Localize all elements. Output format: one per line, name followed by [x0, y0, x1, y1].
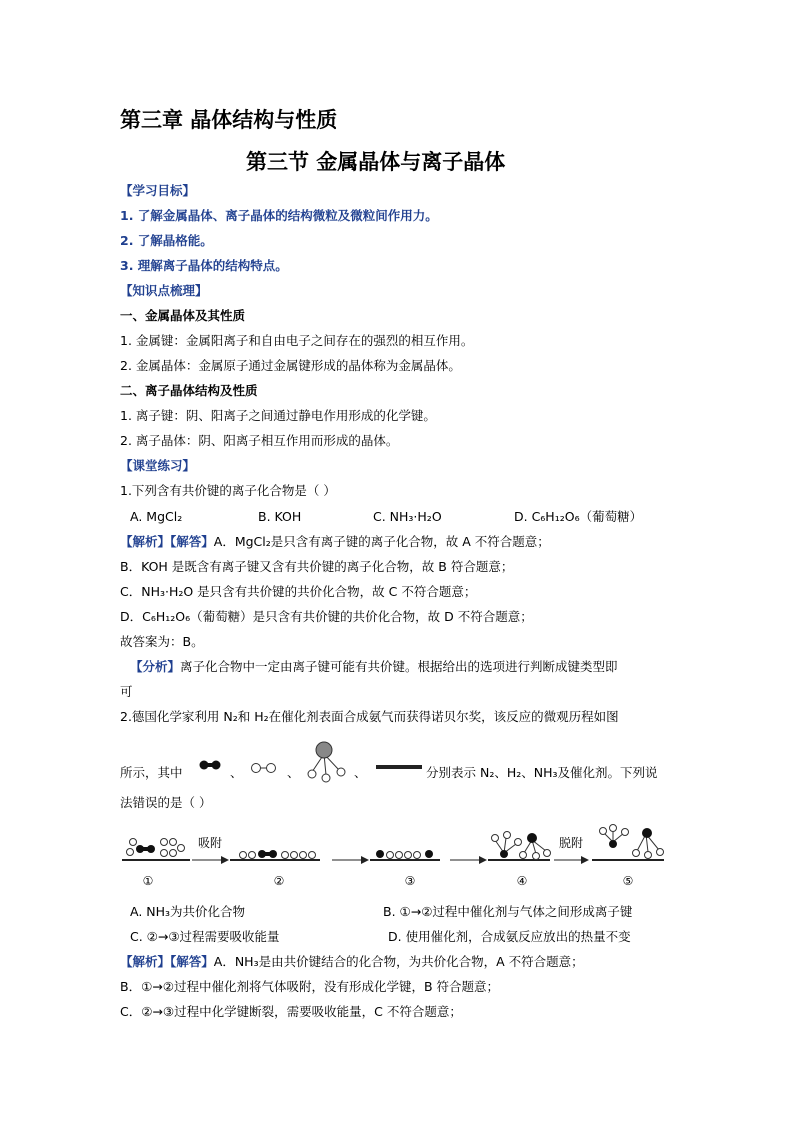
stage-4	[488, 832, 551, 861]
step-label: ⑤	[622, 874, 634, 888]
q1-option-d: D. C₆H₁₂O₆（葡萄糖）	[514, 509, 643, 524]
analysis-label: 【解析】【解答】	[120, 954, 214, 969]
analysis-label: 【解析】【解答】	[120, 534, 214, 549]
q2-analysis-line: B．①→②过程中催化剂将气体吸附，没有形成化学键，B 符合题意；	[120, 979, 500, 994]
q1-answer: 故答案为：B。	[120, 634, 204, 649]
chapter-title: 第三章 晶体结构与性质	[120, 107, 338, 132]
q2-option-b: B. ①→②过程中催化剂与气体之间形成离子键	[383, 904, 633, 919]
knowledge-section-title: 二、离子晶体结构及性质	[120, 383, 258, 398]
q2-analysis-line: 【解析】【解答】A．NH₃是由共价键结合的化合物，为共价化合物，A 不符合题意；	[120, 954, 584, 969]
step-label: ③	[404, 874, 416, 888]
stage-1	[122, 839, 190, 861]
step-label: ②	[273, 874, 285, 888]
question-2-stem: 分别表示 N₂、H₂、NH₃及催化剂。下列说	[426, 765, 658, 780]
q1-analysis-line: B．KOH 是既含有离子键又含有共价键的离子化合物，故 B 符合题意；	[120, 559, 514, 574]
legend-separator: 、	[354, 765, 367, 780]
q2-option-d: D. 使用催化剂，合成氨反应放出的热量不变	[388, 929, 631, 944]
adsorb-label: 吸附	[197, 836, 223, 850]
q1-fenxi-line: 可	[120, 684, 133, 699]
reaction-process-diagram	[118, 822, 678, 894]
goal-item: 2. 了解晶格能。	[120, 233, 213, 248]
q2-option-c: C. ②→③过程需要吸收能量	[130, 929, 280, 944]
knowledge-section-title: 一、金属晶体及其性质	[120, 308, 246, 323]
knowledge-item: 1. 离子键：阴、阳离子之间通过静电作用形成的化学键。	[120, 408, 436, 423]
goals-header: 【学习目标】	[120, 183, 196, 198]
knowledge-item: 2. 离子晶体：阴、阳离子相互作用而形成的晶体。	[120, 433, 399, 448]
step-label: ④	[516, 874, 528, 888]
q1-option-b: B. KOH	[258, 509, 302, 524]
question-2-stem: 所示，其中	[120, 765, 183, 780]
question-2-stem: 法错误的是（ ）	[120, 795, 212, 810]
stage-3	[370, 850, 440, 860]
q1-analysis-line: D．C₆H₁₂O₆（葡萄糖）是只含有共价键的共价化合物，故 D 不符合题意；	[120, 609, 533, 624]
goal-item: 1. 了解金属晶体、离子晶体的结构微粒及微粒间作用力。	[120, 208, 438, 223]
q1-option-a: A. MgCl₂	[130, 509, 183, 524]
knowledge-header: 【知识点梳理】	[120, 283, 208, 298]
q1-analysis-line: 【解析】【解答】A．MgCl₂是只含有离子键的离子化合物，故 A 不符合题意；	[120, 534, 550, 549]
q2-option-a: A. NH₃为共价化合物	[130, 904, 246, 919]
stage-2	[230, 850, 320, 860]
q2-analysis-line: C．②→③过程中化学键断裂，需要吸收能量，C 不符合题意；	[120, 1004, 462, 1019]
goal-item: 3. 理解离子晶体的结构特点。	[120, 258, 288, 273]
question-2-stem: 2.德国化学家利用 N₂和 H₂在催化剂表面合成氨气而获得诺贝尔奖，该反应的微观历程如图	[120, 709, 619, 724]
q1-option-c: C. NH₃·H₂O	[373, 509, 442, 524]
legend-separator: 、	[287, 765, 300, 780]
catalyst-icon	[376, 765, 422, 769]
n2-molecule-icon	[200, 761, 221, 770]
nh3-molecule-icon	[308, 742, 345, 782]
practice-header: 【课堂练习】	[120, 458, 196, 473]
step-label: ①	[142, 874, 154, 888]
question-1-stem: 1.下列含有共价键的离子化合物是（ ）	[120, 483, 336, 498]
legend-separator: 、	[230, 765, 243, 780]
knowledge-item: 2. 金属晶体：金属原子通过金属键形成的晶体称为金属晶体。	[120, 358, 461, 373]
section-title: 第三节 金属晶体与离子晶体	[246, 149, 506, 174]
desorb-label: 脱附	[558, 836, 584, 850]
knowledge-item: 1. 金属键：金属阳离子和自由电子之间存在的强烈的相互作用。	[120, 333, 474, 348]
stage-5	[592, 825, 664, 861]
fenxi-label: 【分析】	[130, 659, 181, 674]
q1-fenxi-line: 【分析】离子化合物中一定由离子键可能有共价键。根据给出的选项进行判断成键类型即	[130, 659, 618, 674]
q1-analysis-line: C．NH₃·H₂O 是只含有共价键的共价化合物，故 C 不符合题意；	[120, 584, 477, 599]
h2-molecule-icon	[252, 764, 276, 773]
